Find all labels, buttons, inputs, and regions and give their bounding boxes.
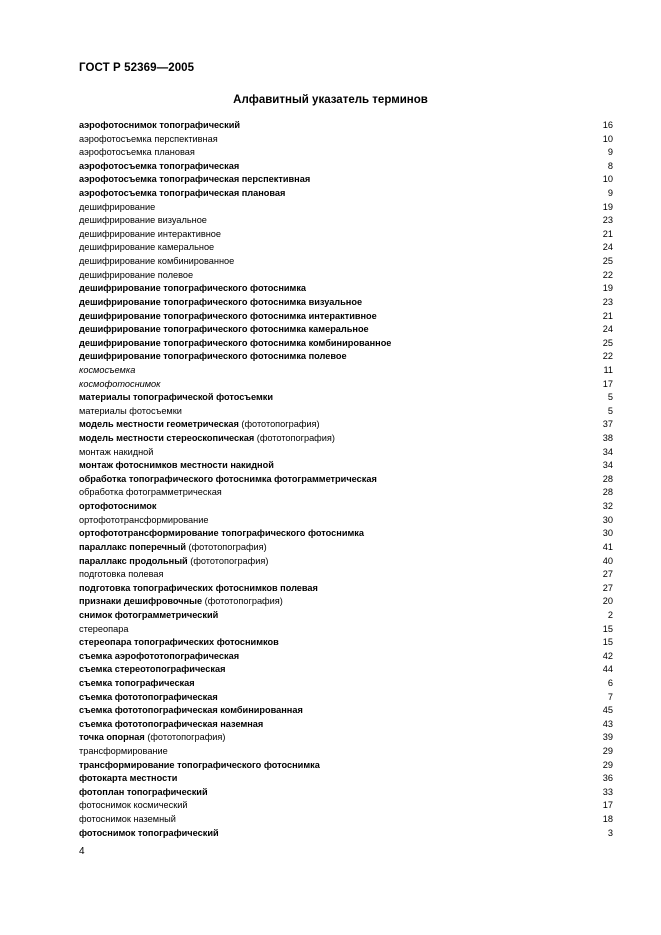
term-text: трансформирование топографического фотоснимка [79, 759, 320, 770]
index-entry [79, 731, 613, 745]
term-text: дешифрирование топографического фотоснимка [79, 283, 307, 294]
index-entry [79, 446, 613, 460]
index-entry-term [79, 623, 128, 637]
index-entry-page: 33 [602, 786, 613, 797]
term-text: аэрофотоснимок топографический [79, 120, 241, 130]
index-entry [79, 555, 613, 569]
index-entry-term [79, 391, 273, 405]
index-entry [79, 704, 613, 718]
index-entry-term [79, 663, 225, 677]
term-text: съемка топографическая [79, 677, 195, 688]
index-entry-page: 17 [602, 800, 613, 811]
term-text: фотоснимок наземный [79, 814, 176, 825]
term-text: стереопара топографических фотоснимков [79, 637, 279, 648]
term-text: аэрофотосъемка топографическая перспективная [79, 174, 311, 185]
index-entry-page: 40 [602, 555, 613, 566]
term-text: дешифрирование камеральное [79, 242, 215, 253]
index-entry-term [79, 718, 263, 732]
index-entry-term [79, 323, 369, 337]
index-entry-term [79, 759, 320, 773]
index-entry [79, 595, 613, 609]
index-entry-page: 27 [602, 582, 613, 593]
index-entry [79, 514, 613, 528]
term-text: точка опорная [79, 732, 145, 743]
index-entry-term [79, 446, 153, 460]
term-text: фотоснимок топографический [79, 827, 219, 838]
index-entry [79, 827, 613, 841]
index-entry-page: 37 [602, 419, 613, 430]
term-text: модель местности геометрическая [79, 419, 239, 430]
index-entry-page: 41 [602, 541, 613, 552]
index-entry [79, 609, 613, 623]
term-text: дешифрирование полевое [79, 269, 194, 280]
term-text: подготовка топографических фотоснимков полевая [79, 582, 318, 593]
index-entry-page: 17 [602, 378, 613, 389]
index-entry-page: 28 [602, 473, 613, 484]
index-entry-term [79, 459, 274, 473]
index-entry [79, 473, 613, 487]
index-entry [79, 146, 613, 160]
index-entry-page: 18 [602, 814, 613, 825]
index-entry [79, 718, 613, 732]
index-entry-page: 29 [602, 746, 613, 757]
term-text: съемка стереотопографическая [79, 664, 226, 675]
index-entry-page: 29 [602, 759, 613, 770]
term-text: аэрофотосъемка топографическая [79, 160, 240, 171]
index-entry [79, 691, 613, 705]
term-text: подготовка полевая [79, 569, 164, 580]
index-entry-term [79, 241, 214, 255]
index-entry-page: 25 [602, 337, 613, 348]
index-entry-term [79, 609, 218, 623]
index-entry-page: 10 [602, 174, 613, 185]
index-entry-term [79, 799, 188, 813]
index-entry [79, 541, 613, 555]
index-entry [79, 459, 613, 473]
term-text: ортофототрансформирование [79, 514, 209, 525]
index-entry-page: 43 [602, 718, 613, 729]
term-text: съемка фототопографическая наземная [79, 718, 264, 729]
index-entry-page: 25 [602, 256, 613, 267]
index-entry [79, 173, 613, 187]
term-text: обработка фотограмметрическая [79, 487, 222, 498]
index-entry [79, 255, 613, 269]
term-text: аэрофотосъемка топографическая плановая [79, 188, 286, 199]
index-entry-term [79, 582, 318, 596]
index-entry-page: 21 [602, 310, 613, 321]
index-entry [79, 663, 613, 677]
index-entry [79, 241, 613, 255]
term-text: монтаж накидной [79, 446, 154, 457]
index-entry [79, 759, 613, 773]
index-entry-page: 19 [602, 201, 613, 212]
index-entry [79, 418, 613, 432]
term-text: модель местности стереоскопическая [79, 433, 255, 444]
index-entry-term [79, 486, 222, 500]
index-entry-term [79, 595, 283, 609]
index-entry-page: 45 [602, 705, 613, 716]
index-entry [79, 323, 613, 337]
index-entry-term [79, 827, 219, 841]
index-entry-term [79, 568, 164, 582]
index-entry-page: 32 [602, 501, 613, 512]
term-text: дешифрирование визуальное [79, 215, 207, 226]
index-entry [79, 432, 613, 446]
index-entry-page: 16 [602, 120, 613, 130]
index-entry-term [79, 691, 218, 705]
index-entry [79, 119, 613, 133]
index-entry-page: 27 [602, 569, 613, 580]
term-text: снимок фотограмметрический [79, 609, 219, 620]
term-text: космосъемка [79, 364, 136, 375]
index-entry-term [79, 541, 267, 555]
index-entry-term [79, 282, 306, 296]
index-entry-page: 28 [602, 487, 613, 498]
index-entry [79, 486, 613, 500]
term-text: трансформирование [79, 746, 168, 757]
index-entry [79, 745, 613, 759]
term-text: дешифрирование топографического фотоснимка комбинированное [79, 337, 392, 348]
index-entry-term [79, 772, 177, 786]
term-domain-note: (фототопография) [202, 596, 283, 607]
index-entry-page: 10 [602, 133, 613, 144]
index-entry [79, 228, 613, 242]
index-entry-term [79, 650, 239, 664]
index-entry [79, 636, 613, 650]
index-entry-term [79, 500, 156, 514]
index-entry [79, 786, 613, 800]
index-entry-page: 30 [602, 514, 613, 525]
index-entry [79, 337, 613, 351]
term-text: обработка топографического фотоснимка фотограмметрическая [79, 473, 377, 484]
index-entry-term [79, 527, 364, 541]
index-entry-page: 6 [607, 677, 613, 688]
index-entry-page: 42 [602, 650, 613, 661]
term-text: съемка фототопографическая комбинированная [79, 705, 303, 716]
index-entry-term [79, 160, 239, 174]
index-entry-page: 38 [602, 433, 613, 444]
index-entry [79, 269, 613, 283]
index-entry-term [79, 731, 225, 745]
term-text: признаки дешифровочные [79, 596, 203, 607]
term-text: дешифрирование топографического фотоснимка интерактивное [79, 310, 377, 321]
index-entry [79, 527, 613, 541]
index-entry-page: 3 [607, 827, 613, 838]
index-entry [79, 813, 613, 827]
index-entry [79, 500, 613, 514]
term-domain-note: (фототопография) [238, 419, 320, 430]
index-entry [79, 799, 613, 813]
index-entry-term [79, 473, 377, 487]
index-entry-page: 5 [607, 405, 613, 416]
term-text: монтаж фотоснимков местности накидной [79, 460, 274, 471]
index-entry [79, 378, 613, 392]
index-entry [79, 214, 613, 228]
term-text: фотоплан топографический [79, 786, 208, 797]
document-header: ГОСТ Р 52369—2005 [79, 62, 195, 74]
index-entry-term [79, 418, 320, 432]
index-entry-page: 34 [602, 460, 613, 471]
index-entry-page: 5 [607, 392, 613, 403]
term-text: дешифрирование интерактивное [79, 228, 222, 239]
index-entry-page: 20 [602, 596, 613, 607]
term-text: фотоснимок космический [79, 800, 188, 811]
index-entry [79, 391, 613, 405]
index-entry-page: 24 [602, 324, 613, 335]
term-text: параллакс поперечный [79, 541, 186, 552]
term-text: аэрофотосъемка плановая [79, 147, 195, 158]
term-text: дешифрирование топографического фотоснимка визуальное [79, 296, 363, 307]
index-entry [79, 282, 613, 296]
term-text: фотокарта местности [79, 773, 178, 784]
term-domain-note: (фототопография) [254, 433, 335, 444]
index-entry-page: 24 [602, 242, 613, 253]
index-entry-page: 9 [607, 147, 613, 158]
index-entry-page: 30 [602, 528, 613, 539]
index-entry [79, 133, 613, 147]
index-entry-term [79, 432, 335, 446]
index-entry-page: 8 [607, 160, 613, 171]
index-entry-term [79, 173, 310, 187]
index-entry [79, 677, 613, 691]
index-entry [79, 296, 613, 310]
index-entry-page: 44 [602, 664, 613, 675]
index-entry-page: 39 [602, 732, 613, 743]
index-entry [79, 405, 613, 419]
term-text: стереопара [79, 623, 129, 634]
term-text: ортофотоснимок [79, 501, 157, 512]
index-entry-term [79, 405, 182, 419]
index-entry-term [79, 337, 391, 351]
index-entry-page: 22 [602, 351, 613, 362]
term-domain-note: (фототопография) [144, 732, 226, 743]
term-text: съемка аэрофототопографическая [79, 650, 240, 661]
term-text: дешифрирование топографического фотоснимка камеральное [79, 324, 369, 335]
index-entry-term [79, 255, 234, 269]
index-entry-page: 15 [602, 637, 613, 648]
index-entry [79, 187, 613, 201]
index-entry-page: 15 [602, 623, 613, 634]
term-index-list [79, 119, 613, 840]
index-entry-term [79, 350, 347, 364]
index-entry-page: 22 [602, 269, 613, 280]
index-entry [79, 772, 613, 786]
index-entry-term [79, 555, 268, 569]
index-entry-page: 9 [607, 188, 613, 199]
index-entry [79, 582, 613, 596]
term-text: дешифрирование [79, 201, 156, 212]
index-entry-term [79, 364, 135, 378]
index-entry-term [79, 677, 195, 691]
index-entry-term [79, 514, 208, 528]
index-entry-page: 21 [602, 228, 613, 239]
index-entry-term [79, 813, 176, 827]
index-entry-term [79, 214, 207, 228]
index-entry [79, 364, 613, 378]
term-text: съемка фототопографическая [79, 691, 218, 702]
term-text: дешифрирование комбинированное [79, 256, 235, 267]
index-entry [79, 568, 613, 582]
index-entry [79, 650, 613, 664]
index-entry-page: 11 [603, 364, 613, 375]
index-entry-term [79, 636, 279, 650]
index-entry-term [79, 187, 285, 201]
index-entry-term [79, 296, 362, 310]
index-entry-term [79, 378, 161, 392]
term-text: материалы фотосъемки [79, 405, 182, 416]
index-entry-term [79, 133, 218, 147]
index-entry [79, 201, 613, 215]
term-text: космофотоснимок [79, 378, 161, 389]
index-entry-term [79, 745, 168, 759]
index-entry-page: 2 [607, 609, 613, 620]
term-text: ортофототрансформирование топографического фотоснимка [79, 528, 364, 539]
index-entry-term [79, 704, 303, 718]
term-domain-note: (фототопография) [186, 541, 267, 552]
index-title: Алфавитный указатель терминов [233, 94, 428, 106]
index-entry [79, 623, 613, 637]
index-entry [79, 160, 613, 174]
index-entry-term [79, 228, 221, 242]
index-entry-page: 23 [602, 296, 613, 307]
index-entry-term [79, 119, 240, 133]
index-entry-page: 23 [602, 215, 613, 226]
index-entry-page: 19 [602, 283, 613, 294]
index-entry-page: 34 [602, 446, 613, 457]
term-domain-note: (фототопография) [187, 555, 269, 566]
index-entry [79, 310, 613, 324]
index-entry-page: 7 [607, 691, 613, 702]
term-text: аэрофотосъемка перспективная [79, 133, 218, 144]
index-entry [79, 350, 613, 364]
index-entry-term [79, 310, 377, 324]
term-text: дешифрирование топографического фотоснимка полевое [79, 351, 347, 362]
page-number: 4 [79, 846, 85, 857]
index-entry-term [79, 269, 193, 283]
term-text: параллакс продольный [79, 555, 188, 566]
index-entry-term [79, 201, 155, 215]
index-entry-term [79, 146, 195, 160]
index-entry-page: 36 [602, 773, 613, 784]
term-text: материалы топографической фотосъемки [79, 392, 273, 403]
index-entry-term [79, 786, 208, 800]
